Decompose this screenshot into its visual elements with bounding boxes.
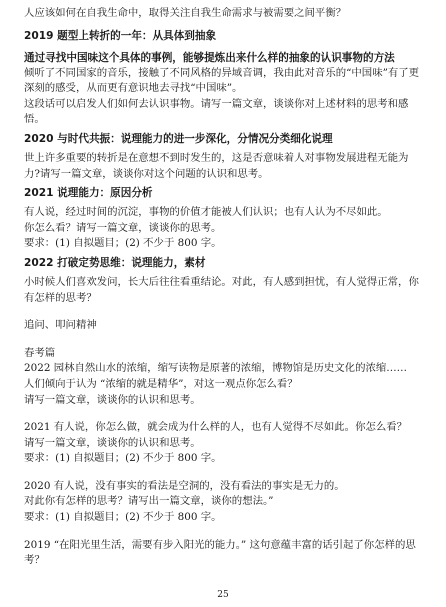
paragraph: 春考篇 (24, 346, 56, 359)
paragraph: 要求：(1) 自拟题目；(2) 不少于 800 字。 (24, 452, 222, 465)
paragraph: 要求：(1) 自拟题目；(2) 不少于 800 字。 (24, 511, 222, 524)
spacer (24, 526, 424, 538)
spacer (24, 306, 424, 318)
paragraph: 要求：(1) 自拟题目；(2) 不少于 800 字。 (24, 237, 222, 250)
paragraph: 追问、叩问精神 (24, 319, 97, 332)
spacer (24, 22, 424, 29)
paragraph: 请写一篇文章，谈谈你的认识和思考。 (24, 436, 201, 449)
section-heading: 通过寻找中国味这个具体的事例，能够提炼出来什么样的抽象的认识事物的方法 (24, 51, 395, 64)
paragraph: 世上许多重要的转折是在意想不到时发生的，这是否意味着人对事物发展进程无能为力?请写一篇文章，谈谈你对这个问题的认识和思考。 (24, 151, 409, 180)
paragraph: 你怎么看？请写一篇文章，谈谈你的思考。 (24, 221, 222, 234)
section-heading: 2021 说理能力：原因分析 (24, 187, 153, 200)
paragraph: 2022 园林自然山水的浓缩，缩写读物是原著的浓缩，博物馆是历史文化的浓缩…… (24, 362, 408, 375)
paragraph: 人们倾向于认为 “浓缩的就是精华”，对这一观点你怎么看？ (24, 377, 298, 390)
section-heading: 2022 打破定势思维：说理能力，素材 (24, 256, 206, 269)
paragraph: 小时候人们喜欢发问，长大后往往看重结论。对此，有人感到担忧，有人觉得正常，你有怎样的思考？ (24, 275, 419, 304)
spacer (24, 467, 424, 479)
paragraph: 倾听了不同国家的音乐，接触了不同风格的异域音调，我由此对音乐的“中国味”有了更深刻的感受，从而更有意识地去寻找“中国味”。 (24, 66, 420, 95)
section-heading: 2019 题型上转折的一年：从具体到抽象 (24, 29, 217, 42)
spacer (24, 44, 424, 51)
paragraph: 2020 有人说，没有事实的看法是空洞的，没有看法的事实是无力的。 (24, 479, 345, 492)
paragraph: 2019 “在阳光里生活，需要有步入阳光的能力。” 这句意蕴丰富的话引起了你怎样的思考？ (24, 538, 416, 567)
paragraph: 2021 有人说，你怎么做，就会成为什么样的人，也有人觉得不尽如此。你怎么看？ (24, 421, 408, 434)
spacer (24, 334, 424, 346)
document-page (24, 6, 424, 569)
paragraph: 请写一篇文章，谈谈你的认识和思考。 (24, 393, 201, 406)
paragraph: 人应该如何在自我生命中，取得关注自我生命需求与被需要之间平衡？ (24, 7, 347, 19)
page-number: 25 (217, 590, 229, 600)
spacer (24, 408, 424, 420)
section-heading: 2020 与时代共振：说理能力的进一步深化，分情况分类细化说理 (24, 132, 333, 145)
paragraph: 对此你有怎样的思考？请写出一篇文章，谈你的想法。” (24, 495, 274, 508)
paragraph: 这段话可以启发人们如何去认识事物。请写一篇文章，谈谈你对上述材料的思考和感悟。 (24, 97, 409, 126)
paragraph: 有人说，经过时间的沉淀，事物的价值才能被人们认识；也有人认为不尽如此。 (24, 206, 388, 219)
